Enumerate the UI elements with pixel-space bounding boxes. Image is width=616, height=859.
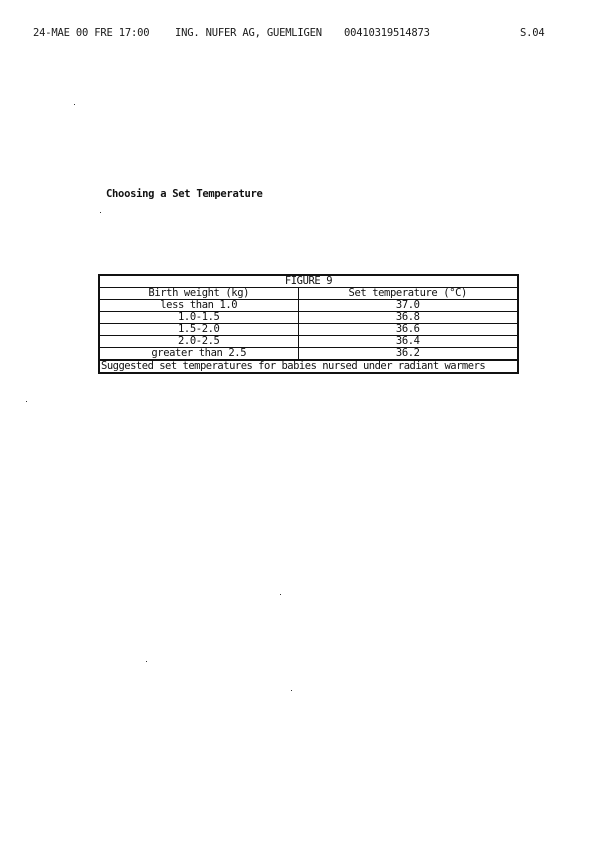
figure-title: FIGURE 9 [99,275,518,288]
scan-speck [280,594,281,595]
set-temperature-cell: 36.8 [298,312,518,324]
section-title: Choosing a Set Temperature [106,188,263,200]
column-header-birth-weight: Birth weight (kg) [99,288,298,300]
set-temperature-cell: 37.0 [298,300,518,312]
fax-date-time: 24-MAE 00 FRE 17:00 [33,27,150,39]
figure-title-row [99,275,518,288]
table-row [99,336,518,348]
figure-table [98,274,519,374]
table-row [99,324,518,336]
figure-caption-row [99,360,518,373]
birth-weight-cell: greater than 2.5 [99,348,298,361]
figure-caption: Suggested set temperatures for babies nursed under radiant warmers [99,360,518,373]
set-temperature-cell: 36.4 [298,336,518,348]
fax-sender: ING. NUFER AG, GUEMLIGEN [175,27,322,39]
fax-header-line [0,27,616,43]
birth-weight-cell: 1.0-1.5 [99,312,298,324]
birth-weight-cell: less than 1.0 [99,300,298,312]
scan-speck [146,661,147,662]
fax-number: 00410319514873 [344,27,430,39]
birth-weight-cell: 1.5-2.0 [99,324,298,336]
fax-page-number: S.04 [520,27,545,39]
scan-speck [100,212,101,213]
table-row [99,300,518,312]
column-header-set-temperature: Set temperature (°C) [298,288,518,300]
table-header-row [99,288,518,300]
scan-speck [291,690,292,691]
set-temperature-cell: 36.6 [298,324,518,336]
table-row [99,348,518,361]
birth-weight-cell: 2.0-2.5 [99,336,298,348]
set-temperature-cell: 36.2 [298,348,518,361]
scan-speck [74,104,75,105]
scan-speck [26,401,27,402]
table-row [99,312,518,324]
